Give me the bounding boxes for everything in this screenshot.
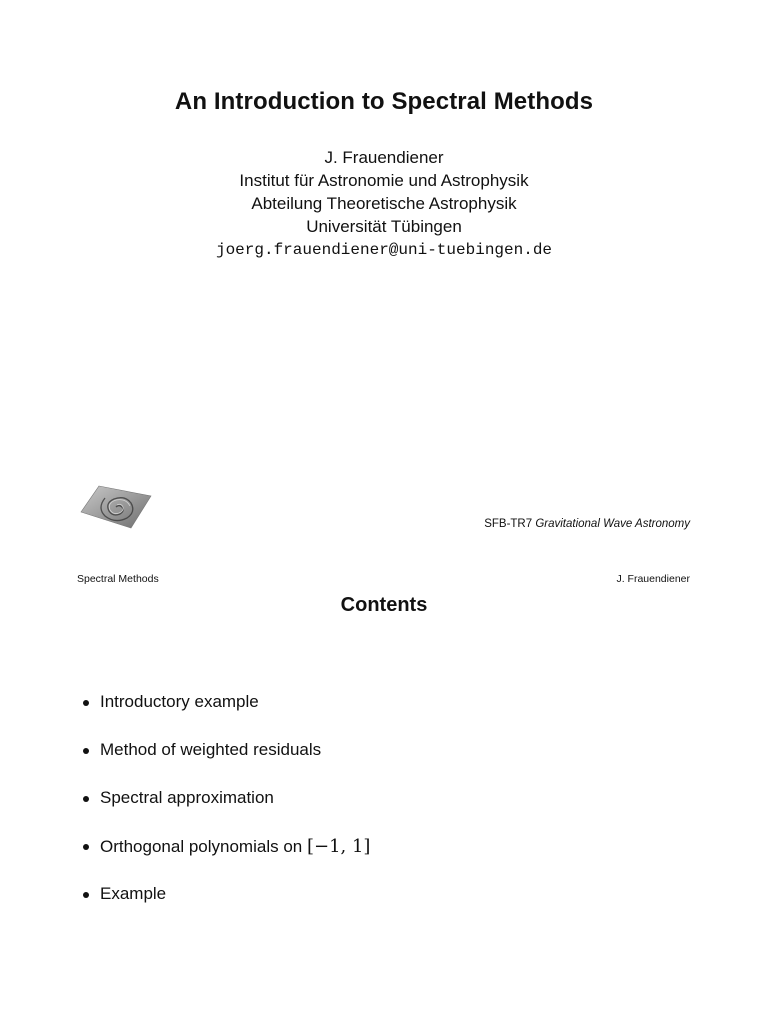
interval-math: [−1, 1] [306,836,371,857]
project-prefix: SFB-TR7 [484,518,533,530]
running-header-title: Spectral Methods [77,573,159,585]
spiral-wave-logo-icon [79,482,153,530]
list-item-text: Introductory example [100,692,259,711]
list-item [79,884,370,932]
author-block [0,146,768,262]
institute-line: Institut für Astronomie und Astrophysik [239,171,529,190]
slide-title: An Introduction to Spectral Methods [174,88,594,115]
bullet-icon [83,748,89,754]
bullet-icon [83,796,89,802]
running-header-author: J. Frauendiener [616,573,690,585]
university-line: Universität Tübingen [306,217,462,236]
contents-slide [0,560,768,1024]
project-credit [484,518,690,530]
list-item-text: Method of weighted residuals [100,740,322,759]
list-item-text: Example [100,884,167,903]
author-name: J. Frauendiener [324,148,444,167]
bullet-icon [83,700,89,706]
list-item [79,788,370,836]
list-item [79,740,370,788]
list-item [79,692,370,740]
list-item-text: Orthogonal polynomials on [100,837,307,856]
bullet-icon [83,892,89,898]
bullet-icon [83,844,89,850]
department-line: Abteilung Theoretische Astrophysik [251,194,517,213]
project-name: Gravitational Wave Astronomy [535,518,690,530]
list-item-text: Spectral approximation [100,788,274,807]
contents-list [79,692,370,932]
contents-heading: Contents [340,594,428,616]
list-item [79,836,370,884]
author-email: joerg.frauendiener@uni-tuebingen.de [215,241,553,259]
